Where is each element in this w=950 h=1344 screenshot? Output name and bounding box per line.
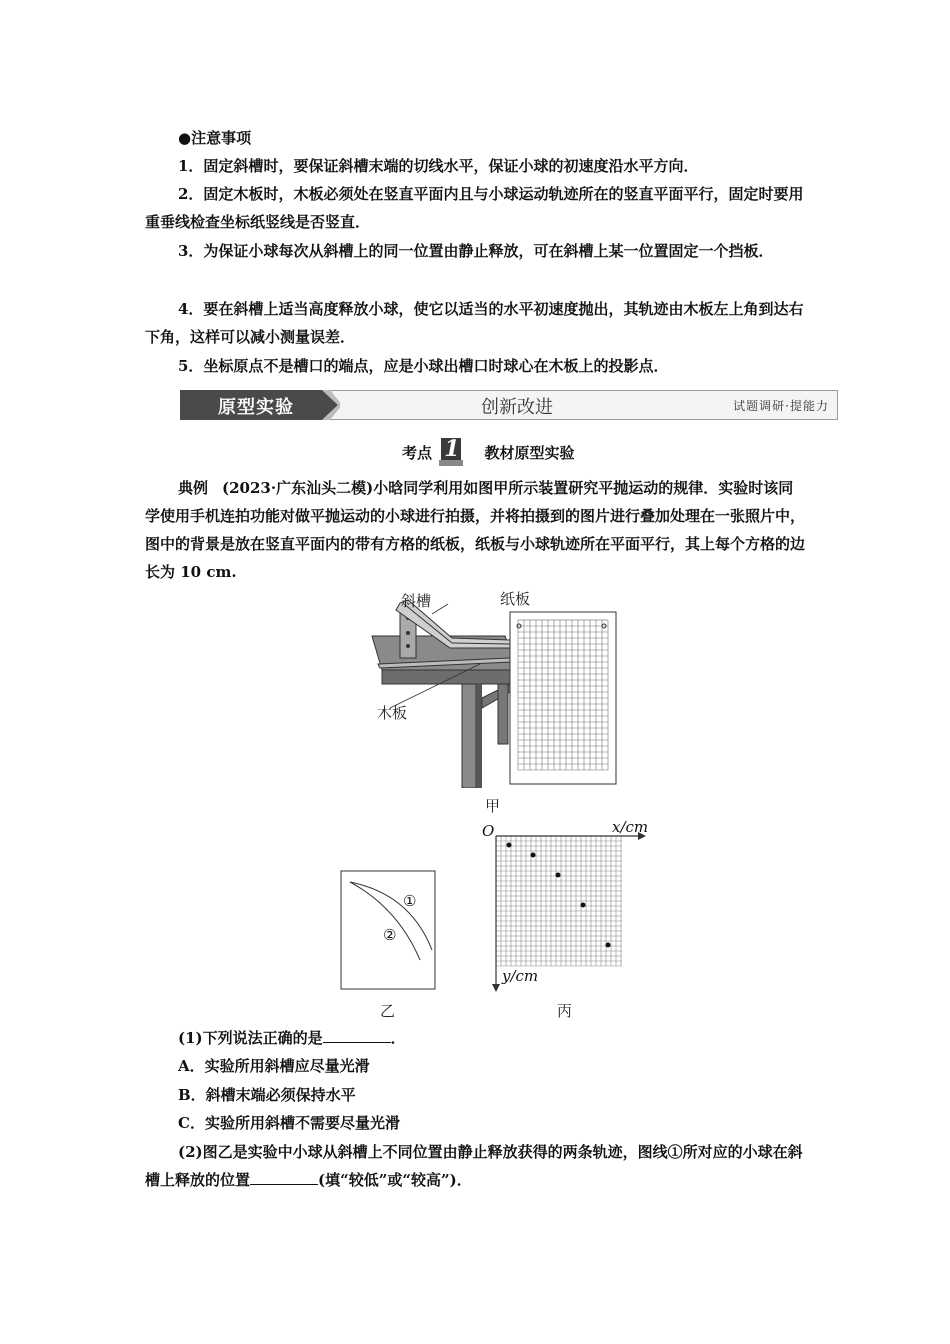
section-prefix: 考点 [402, 444, 433, 462]
label-wood-board: 木板 [377, 704, 408, 722]
note-3: 3．为保证小球每次从斜槽上的同一位置由静止释放，可在斜槽上某一位置固定一个挡板． [178, 242, 774, 260]
example-source: (2023·广东汕头二模) [222, 479, 374, 497]
note-4: 4．要在斜槽上适当高度释放小球，使它以适当的水平初速度抛出，其轨迹由木板左上角到达右下角，这样可以减小测量误差． [145, 300, 804, 346]
label-chute: 斜槽 [401, 592, 432, 610]
answer-blank-1[interactable] [323, 1028, 391, 1043]
section-number: 1 [444, 436, 460, 462]
option-a: A．实验所用斜槽应尽量光滑 [178, 1057, 370, 1075]
question-2-text: (2)图乙是实验中小球从斜槽上不同位置由静止释放获得的两条轨迹，图线①所对应的小球在斜槽上释放的位置 [145, 1143, 803, 1189]
curve-1-label: ① [403, 892, 417, 910]
origin-label: O [482, 822, 495, 840]
caption-jia: 甲 [485, 797, 501, 815]
example-paragraph [145, 474, 807, 586]
question-1 [145, 1024, 807, 1052]
trajectory-point-2 [531, 853, 536, 858]
banner-right [320, 390, 838, 420]
section-banner [180, 389, 838, 421]
question-1-text: (1)下列说法正确的是 [178, 1029, 323, 1047]
example-label: 典例 [178, 479, 209, 497]
banner-right-title: 创新改进 [481, 397, 553, 418]
note-2: 2．固定木板时，木板必须处在竖直平面内且与小球运动轨迹所在的竖直平面平行，固定时要用重垂线检查坐标纸竖线是否竖直． [145, 185, 804, 231]
option-b: B．斜槽末端必须保持水平 [178, 1086, 356, 1104]
caption-yi: 乙 [380, 1002, 396, 1020]
trajectory-point-5 [606, 943, 611, 948]
section-heading [402, 436, 575, 466]
question-2-end: (填“较低”或“较高”)． [318, 1171, 472, 1189]
x-axis-label: x/cm [612, 818, 649, 836]
curve-2-label: ② [383, 926, 397, 944]
trajectory-point-1 [507, 843, 512, 848]
trajectory-point-4 [581, 903, 586, 908]
answer-blank-2[interactable] [250, 1170, 318, 1185]
banner-subtitle: 试题调研·提能力 [733, 399, 829, 413]
figure-jia-apparatus [370, 588, 620, 788]
notes-heading: ●注意事项 [178, 129, 252, 147]
note-5: 5．坐标原点不是槽口的端点，应是小球出槽口时球心在木板上的投影点． [178, 357, 669, 375]
caption-bing: 丙 [557, 1002, 573, 1020]
option-c: C．实验所用斜槽不需要尽量光滑 [178, 1114, 400, 1132]
question-1-end: ． [390, 1029, 406, 1047]
trajectory-point-3 [556, 873, 561, 878]
question-2 [145, 1138, 807, 1194]
banner-left-title: 原型实验 [218, 397, 294, 418]
section-number-badge [439, 436, 463, 466]
y-axis-label: y/cm [502, 967, 539, 985]
example-text: 小晗同学利用如图甲所示装置研究平抛运动的规律．实验时该同学使用手机连拍功能对做平抛运动的小球进行拍摄，并将拍摄到的图片进行叠加处理在一张照片中，图中的背景是放在竖直平面内的带有方格的纸板，纸板与小球轨迹所在平面平行，其上每个方格的边长为 10 cm. [145, 479, 806, 581]
section-title: 教材原型实验 [484, 444, 575, 462]
label-paper-board: 纸板 [500, 590, 531, 608]
note-1: 1．固定斜槽时，要保证斜槽末端的切线水平，保证小球的初速度沿水平方向． [178, 157, 699, 175]
